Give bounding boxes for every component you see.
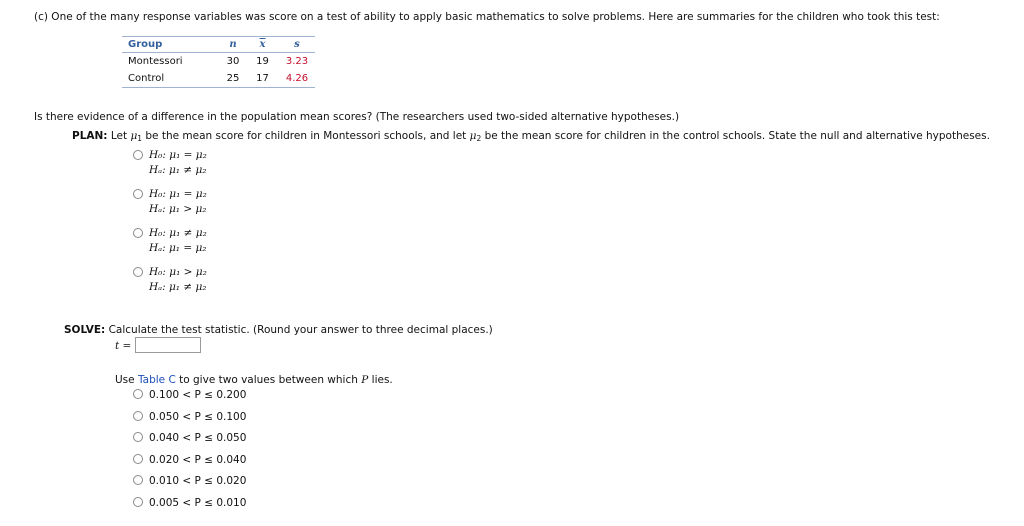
pvalue-option[interactable] [133, 411, 246, 423]
radio-button[interactable] [133, 432, 143, 442]
header-xbar: $\overline{x}$ [246, 37, 279, 53]
radio-button[interactable] [133, 411, 143, 421]
mu-symbol: μ [130, 130, 138, 142]
question-text: Is there evidence of a difference in the population mean scores? (The researchers used two-sided alternative hypotheses.) [34, 111, 680, 123]
table-c-link[interactable]: Table C [137, 374, 176, 386]
pvalue-intro-a: Use [115, 374, 135, 386]
row-s: 3.23 [285, 56, 309, 67]
plan-text-c: be the mean score for children in the control schools. State the null and alternative hypotheses. [484, 130, 990, 142]
solve-label: SOLVE: [64, 324, 106, 336]
plan-line [72, 130, 990, 143]
pvalue-option-label: 0.050 < P ≤ 0.100 [149, 411, 247, 423]
table-row [122, 53, 315, 71]
radio-button[interactable] [133, 497, 143, 507]
table-header-row [122, 37, 315, 53]
pvalue-intro-c: lies. [371, 374, 393, 386]
solve-line [64, 324, 493, 336]
header-s: s [279, 37, 315, 53]
pvalue-option-label: 0.020 < P ≤ 0.040 [149, 454, 247, 466]
alternative-hypothesis: Hₐ: μ₁ > μ₂ [149, 203, 207, 215]
radio-button[interactable] [133, 267, 143, 277]
row-s: 4.26 [279, 70, 315, 88]
plan-text-b: be the mean score for children in Montessori schools, and let [145, 130, 467, 142]
p-symbol: P [361, 374, 369, 386]
pvalue-option-label: 0.040 < P ≤ 0.050 [149, 432, 247, 444]
null-hypothesis: H₀: μ₁ = μ₂ [149, 149, 207, 161]
t-statistic-input[interactable] [135, 337, 201, 353]
mu-subscript: 1 [137, 134, 143, 143]
pvalue-option-label: 0.005 < P ≤ 0.010 [149, 497, 247, 509]
row-group: Control [122, 70, 220, 88]
solve-text: Calculate the test statistic. (Round your answer to three decimal places.) [108, 324, 493, 336]
summary-table [122, 36, 315, 88]
row-xbar: 19 [256, 56, 269, 67]
row-n: 30 [226, 56, 240, 67]
mu-symbol: μ [469, 130, 477, 142]
header-n: n [220, 37, 246, 53]
radio-button[interactable] [133, 150, 143, 160]
pvalue-option-label: 0.100 < P ≤ 0.200 [149, 389, 247, 401]
mu-subscript: 2 [476, 134, 482, 143]
header-group: Group [122, 37, 220, 53]
row-n: 25 [220, 70, 246, 88]
alternative-hypothesis: Hₐ: μ₁ ≠ μ₂ [149, 281, 207, 293]
radio-button[interactable] [133, 454, 143, 464]
pvalue-option[interactable] [133, 432, 246, 444]
pvalue-option[interactable] [133, 475, 246, 487]
t-label: t = [115, 340, 132, 352]
row-group: Montessori [128, 56, 183, 67]
null-hypothesis: H₀: μ₁ = μ₂ [149, 188, 207, 200]
plan-text-a: Let [110, 130, 128, 142]
table-row [122, 70, 315, 88]
null-hypothesis: H₀: μ₁ ≠ μ₂ [149, 227, 207, 239]
pvalue-option-label: 0.010 < P ≤ 0.020 [149, 475, 247, 487]
pvalue-option[interactable] [133, 389, 246, 401]
pvalue-option[interactable] [133, 497, 246, 509]
pvalue-instruction [115, 374, 393, 386]
plan-label: PLAN: [72, 130, 108, 142]
radio-button[interactable] [133, 189, 143, 199]
pvalue-option[interactable] [133, 454, 246, 466]
radio-button[interactable] [133, 389, 143, 399]
row-xbar: 17 [246, 70, 279, 88]
alternative-hypothesis: Hₐ: μ₁ ≠ μ₂ [149, 164, 207, 176]
null-hypothesis: H₀: μ₁ > μ₂ [149, 266, 207, 278]
intro-text: (c) One of the many response variables was score on a test of ability to apply basic mathematics to solve problems. Here are summaries for the children who took this test: [34, 11, 940, 23]
pvalue-intro-b: to give two values between which [179, 374, 358, 386]
radio-button[interactable] [133, 475, 143, 485]
radio-button[interactable] [133, 228, 143, 238]
alternative-hypothesis: Hₐ: μ₁ = μ₂ [149, 242, 207, 254]
